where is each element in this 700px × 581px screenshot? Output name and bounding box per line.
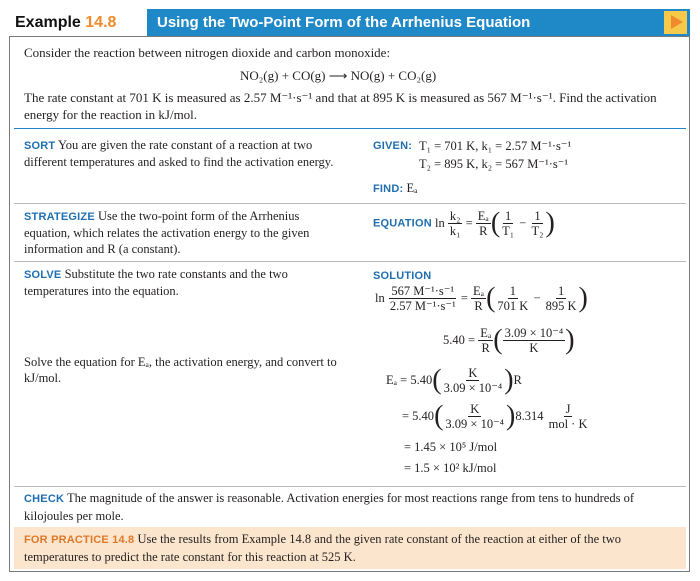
r: R [479, 224, 488, 238]
strategize-heading: STRATEGIZE [24, 211, 95, 223]
reaction-equation: NO₂(g) + CO(g) ⟶ NO(g) + CO₂(g) [240, 68, 437, 83]
solution-heading: SOLUTION [373, 270, 432, 282]
check-text: The magnitude of the answer is reasonable. Activation energies for most reactions range from tens to hundreds of kilojoules per mole. [24, 491, 634, 523]
divider [14, 486, 686, 487]
minus-sign: − [519, 216, 527, 230]
t701: 701 K [497, 299, 529, 313]
ea-over-r [476, 209, 491, 238]
example-number: 14.8 [85, 14, 117, 31]
strategize-section [24, 208, 344, 257]
minus-sign: − [533, 291, 541, 305]
paren-close: ) [578, 282, 588, 314]
given-label: GIVEN: [373, 140, 413, 152]
equals-sign: = [460, 291, 468, 305]
k1-value: 2.57 M⁻¹·s⁻¹ [389, 299, 456, 313]
paren-open: ( [493, 324, 503, 356]
ea-over-r [478, 326, 493, 355]
rate-constant-text: The rate constant at 701 K is measured as 2.57 M⁻¹·s⁻¹ and that at 895 K is measured as 567 M⁻¹·s⁻¹. Find the activation energy for the reaction in kJ/mol. [24, 90, 657, 122]
practice-section [14, 527, 686, 569]
r: R [481, 341, 490, 355]
practice-text: Use the results from Example 14.8 and the given rate constant of the reaction at either of the two temperatures to predict the rate constant for this reaction at 525 K. [24, 532, 622, 564]
ln: ln [375, 291, 385, 305]
value-309: 3.09 × 10⁻⁴ [443, 381, 503, 395]
strategize-text: Use the two-point form of the Arrhenius equation, which relates the activation energy to the given information and R (a constant). [24, 209, 310, 256]
paren-open: ( [434, 400, 444, 432]
result-2: = 1.5 × 10² kJ/mol [404, 461, 497, 475]
solution-line-3 [386, 366, 522, 395]
value-309: 3.09 × 10⁻⁴ [504, 326, 564, 340]
example-title: Using the Two-Point Form of the Arrhenius Equation [147, 9, 690, 36]
sort-heading: SORT [24, 140, 56, 152]
paren-close: ) [565, 324, 575, 356]
ea-equals: Eₐ = 5.40 [386, 373, 433, 387]
k2: k₂ [449, 209, 461, 223]
r-value: 8.314 [515, 409, 544, 423]
play-icon[interactable] [664, 11, 687, 34]
k-unit: K [468, 366, 478, 380]
k-unit: K [529, 341, 539, 355]
find-value: Eₐ [406, 181, 418, 195]
divider [14, 203, 686, 204]
solve-section [24, 266, 344, 299]
ea: Eₐ [477, 209, 489, 223]
paren-open: ( [490, 207, 501, 239]
temp-diff [503, 326, 566, 355]
inv-701 [495, 284, 530, 313]
solution-line-2 [443, 326, 575, 355]
equation-block [373, 209, 555, 238]
k-over-309 [443, 402, 506, 431]
solve-text-2: Solve the equation for Eₐ, the activation energy, and convert to kJ/mol. [24, 355, 337, 385]
solution-line-4 [402, 402, 590, 431]
result-1: = 1.45 × 10⁵ J/mol [404, 440, 498, 454]
k-over-309 [442, 366, 505, 395]
example-word: Example [15, 14, 81, 31]
given-line-1: T₁ = 701 K, k₁ = 2.57 M⁻¹·s⁻¹ [419, 139, 572, 153]
ea: Eₐ [480, 326, 492, 340]
one: 1 [505, 209, 512, 223]
one: 1 [534, 209, 541, 223]
equals-540: = 5.40 [402, 409, 435, 423]
inv-t1 [500, 209, 516, 238]
solution-label [373, 268, 431, 283]
intro-text: Consider the reaction between nitrogen dioxide and carbon monoxide: [24, 45, 391, 60]
rate-ratio [388, 284, 458, 313]
ea: Eₐ [473, 284, 485, 298]
paren-open: ( [432, 364, 442, 396]
rate-ratio [448, 209, 463, 238]
check-section [24, 490, 674, 525]
one: 1 [557, 284, 565, 298]
solve-heading: SOLVE [24, 269, 62, 281]
divider [14, 261, 686, 262]
solve-text: Substitute the two rate constants and the two temperatures into the equation. [24, 267, 288, 298]
paren-close: ) [504, 364, 514, 396]
solution-line-1 [375, 284, 588, 313]
paren-close: ) [545, 207, 555, 239]
given-block [373, 138, 673, 199]
r-units [547, 402, 590, 431]
ln: ln [434, 216, 445, 230]
example-label [9, 9, 143, 36]
t2: T₂ [531, 224, 544, 238]
value-540: 5.40 = [443, 333, 476, 347]
t895: 895 K [545, 299, 577, 313]
r-factor: R [513, 373, 522, 387]
paren-open: ( [486, 282, 496, 314]
one: 1 [509, 284, 516, 298]
t1: T₁ [502, 224, 515, 238]
sort-section [24, 137, 344, 170]
example-header [9, 9, 690, 36]
given-line-2: T₂ = 895 K, k₂ = 567 M⁻¹·s⁻¹ [419, 157, 569, 171]
divider [14, 128, 686, 129]
find-label: FIND: [373, 183, 404, 195]
equation-label: EQUATION [373, 217, 432, 230]
k2-value: 567 M⁻¹·s⁻¹ [391, 284, 455, 298]
joule: J [565, 402, 571, 416]
equals-sign: = [465, 216, 473, 230]
paren-close: ) [506, 400, 516, 432]
inv-895 [544, 284, 579, 313]
practice-heading: FOR PRACTICE 14.8 [24, 534, 135, 546]
value-309: 3.09 × 10⁻⁴ [445, 417, 505, 431]
k-unit: K [470, 402, 480, 416]
mol-k: mol · K [548, 417, 588, 431]
check-heading: CHECK [24, 493, 65, 505]
inv-t2 [529, 209, 545, 238]
k1: k₁ [449, 224, 461, 238]
ea-over-r [471, 284, 486, 313]
r: R [474, 299, 483, 313]
sort-text: You are given the rate constant of a reaction at two different temperatures and asked to find the activation energy. [24, 138, 334, 169]
